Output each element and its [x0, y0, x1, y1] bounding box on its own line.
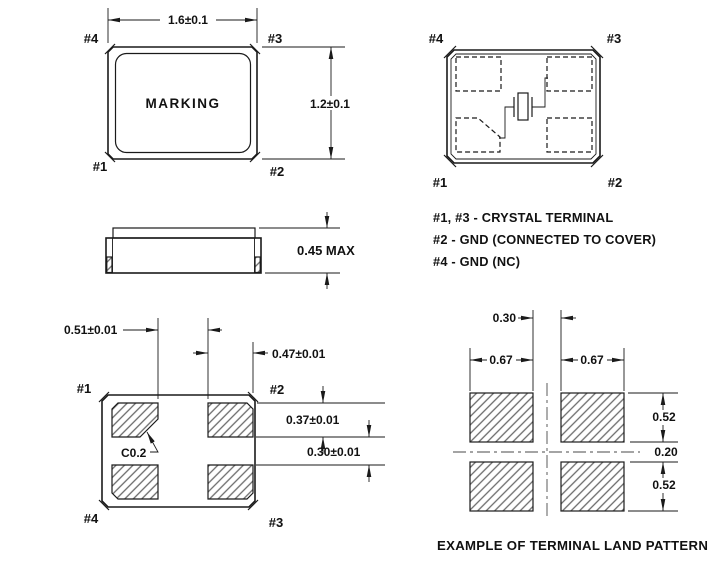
pin-label-3-bottom: #3	[268, 515, 284, 530]
dim-pad-width	[193, 342, 326, 393]
view-bottom	[64, 318, 385, 530]
dim-height	[262, 47, 350, 159]
dim-land-height-top	[628, 393, 678, 442]
land-pad-bottom-right	[561, 462, 624, 511]
terminal-legend	[433, 210, 656, 269]
dim-pad-gap-label: 0.51±0.01	[64, 323, 118, 337]
dim-height-label: 1.2±0.1	[310, 97, 350, 111]
dim-land-vgap-label: 0.20	[654, 445, 678, 459]
marking-label: MARKING	[145, 96, 221, 111]
dim-land-width-right-label: 0.67	[580, 353, 604, 367]
dim-land-width-left-label: 0.67	[489, 353, 513, 367]
view-internal	[429, 31, 622, 190]
pin-label-2-internal: #2	[607, 175, 623, 190]
legend-line-2: #2 - GND (CONNECTED TO COVER)	[433, 232, 657, 247]
pin-label-1-bottom: #1	[76, 381, 92, 396]
dim-pad-vgap	[256, 420, 385, 482]
package-body-side	[106, 238, 261, 273]
dim-land-width-left	[470, 348, 533, 391]
pad-2-bottom	[208, 403, 253, 437]
pad-2-internal	[547, 118, 592, 152]
corner-chamfer-marks-internal	[444, 46, 603, 167]
package-outline-internal	[447, 50, 600, 163]
dim-land-hgap	[493, 310, 576, 391]
dim-width	[108, 8, 257, 43]
dim-land-hgap-label: 0.30	[492, 311, 516, 325]
pad-3-bottom	[208, 465, 253, 499]
dim-thickness	[259, 212, 355, 289]
dim-land-width-right	[561, 348, 624, 391]
view-top	[84, 8, 351, 179]
dim-land-height-bottom	[628, 462, 678, 511]
dim-width-label: 1.6±0.1	[168, 13, 208, 27]
pin-label-3: #3	[267, 31, 283, 46]
side-terminal-left	[107, 257, 112, 273]
pin-label-4: #4	[83, 31, 99, 46]
internal-pads	[456, 57, 592, 152]
land-pad-top-left	[470, 393, 533, 442]
land-pattern-caption: EXAMPLE OF TERMINAL LAND PATTERN	[437, 538, 709, 553]
pad-4-internal	[456, 57, 501, 91]
land-pad-bottom-left	[470, 462, 533, 511]
package-inner-wall	[451, 54, 596, 159]
pad-4-bottom	[112, 465, 158, 499]
pin-label-4-internal: #4	[428, 31, 444, 46]
side-terminal-right	[255, 257, 260, 273]
legend-line-1: #1, #3 - CRYSTAL TERMINAL	[433, 210, 614, 225]
pin-label-3-internal: #3	[606, 31, 622, 46]
dim-land-height-bottom-label: 0.52	[652, 478, 676, 492]
dim-land-height-top-label: 0.52	[652, 410, 676, 424]
chamfer-label: C0.2	[121, 446, 147, 460]
pin-label-1-internal: #1	[432, 175, 448, 190]
view-side	[106, 212, 355, 289]
view-land-pattern	[437, 310, 708, 553]
pin-label-4-bottom: #4	[83, 511, 99, 526]
dim-thickness-label: 0.45 MAX	[297, 243, 355, 258]
pin-label-2-bottom: #2	[269, 382, 285, 397]
land-pad-top-right	[561, 393, 624, 442]
dim-pad-height-label: 0.37±0.01	[286, 413, 340, 427]
cover-lid	[113, 228, 255, 238]
pin-label-1: #1	[92, 159, 108, 174]
dim-pad-width-label: 0.47±0.01	[272, 347, 326, 361]
pad-1-internal	[456, 118, 500, 152]
pad-1-bottom	[112, 403, 158, 437]
crystal-symbol	[499, 78, 548, 138]
pin-label-2: #2	[269, 164, 285, 179]
pad-3-internal	[547, 57, 592, 91]
dim-pad-vgap-label: 0.30±0.01	[307, 445, 361, 459]
dim-land-vgap	[630, 445, 678, 462]
legend-line-3: #4 - GND (NC)	[433, 254, 521, 269]
